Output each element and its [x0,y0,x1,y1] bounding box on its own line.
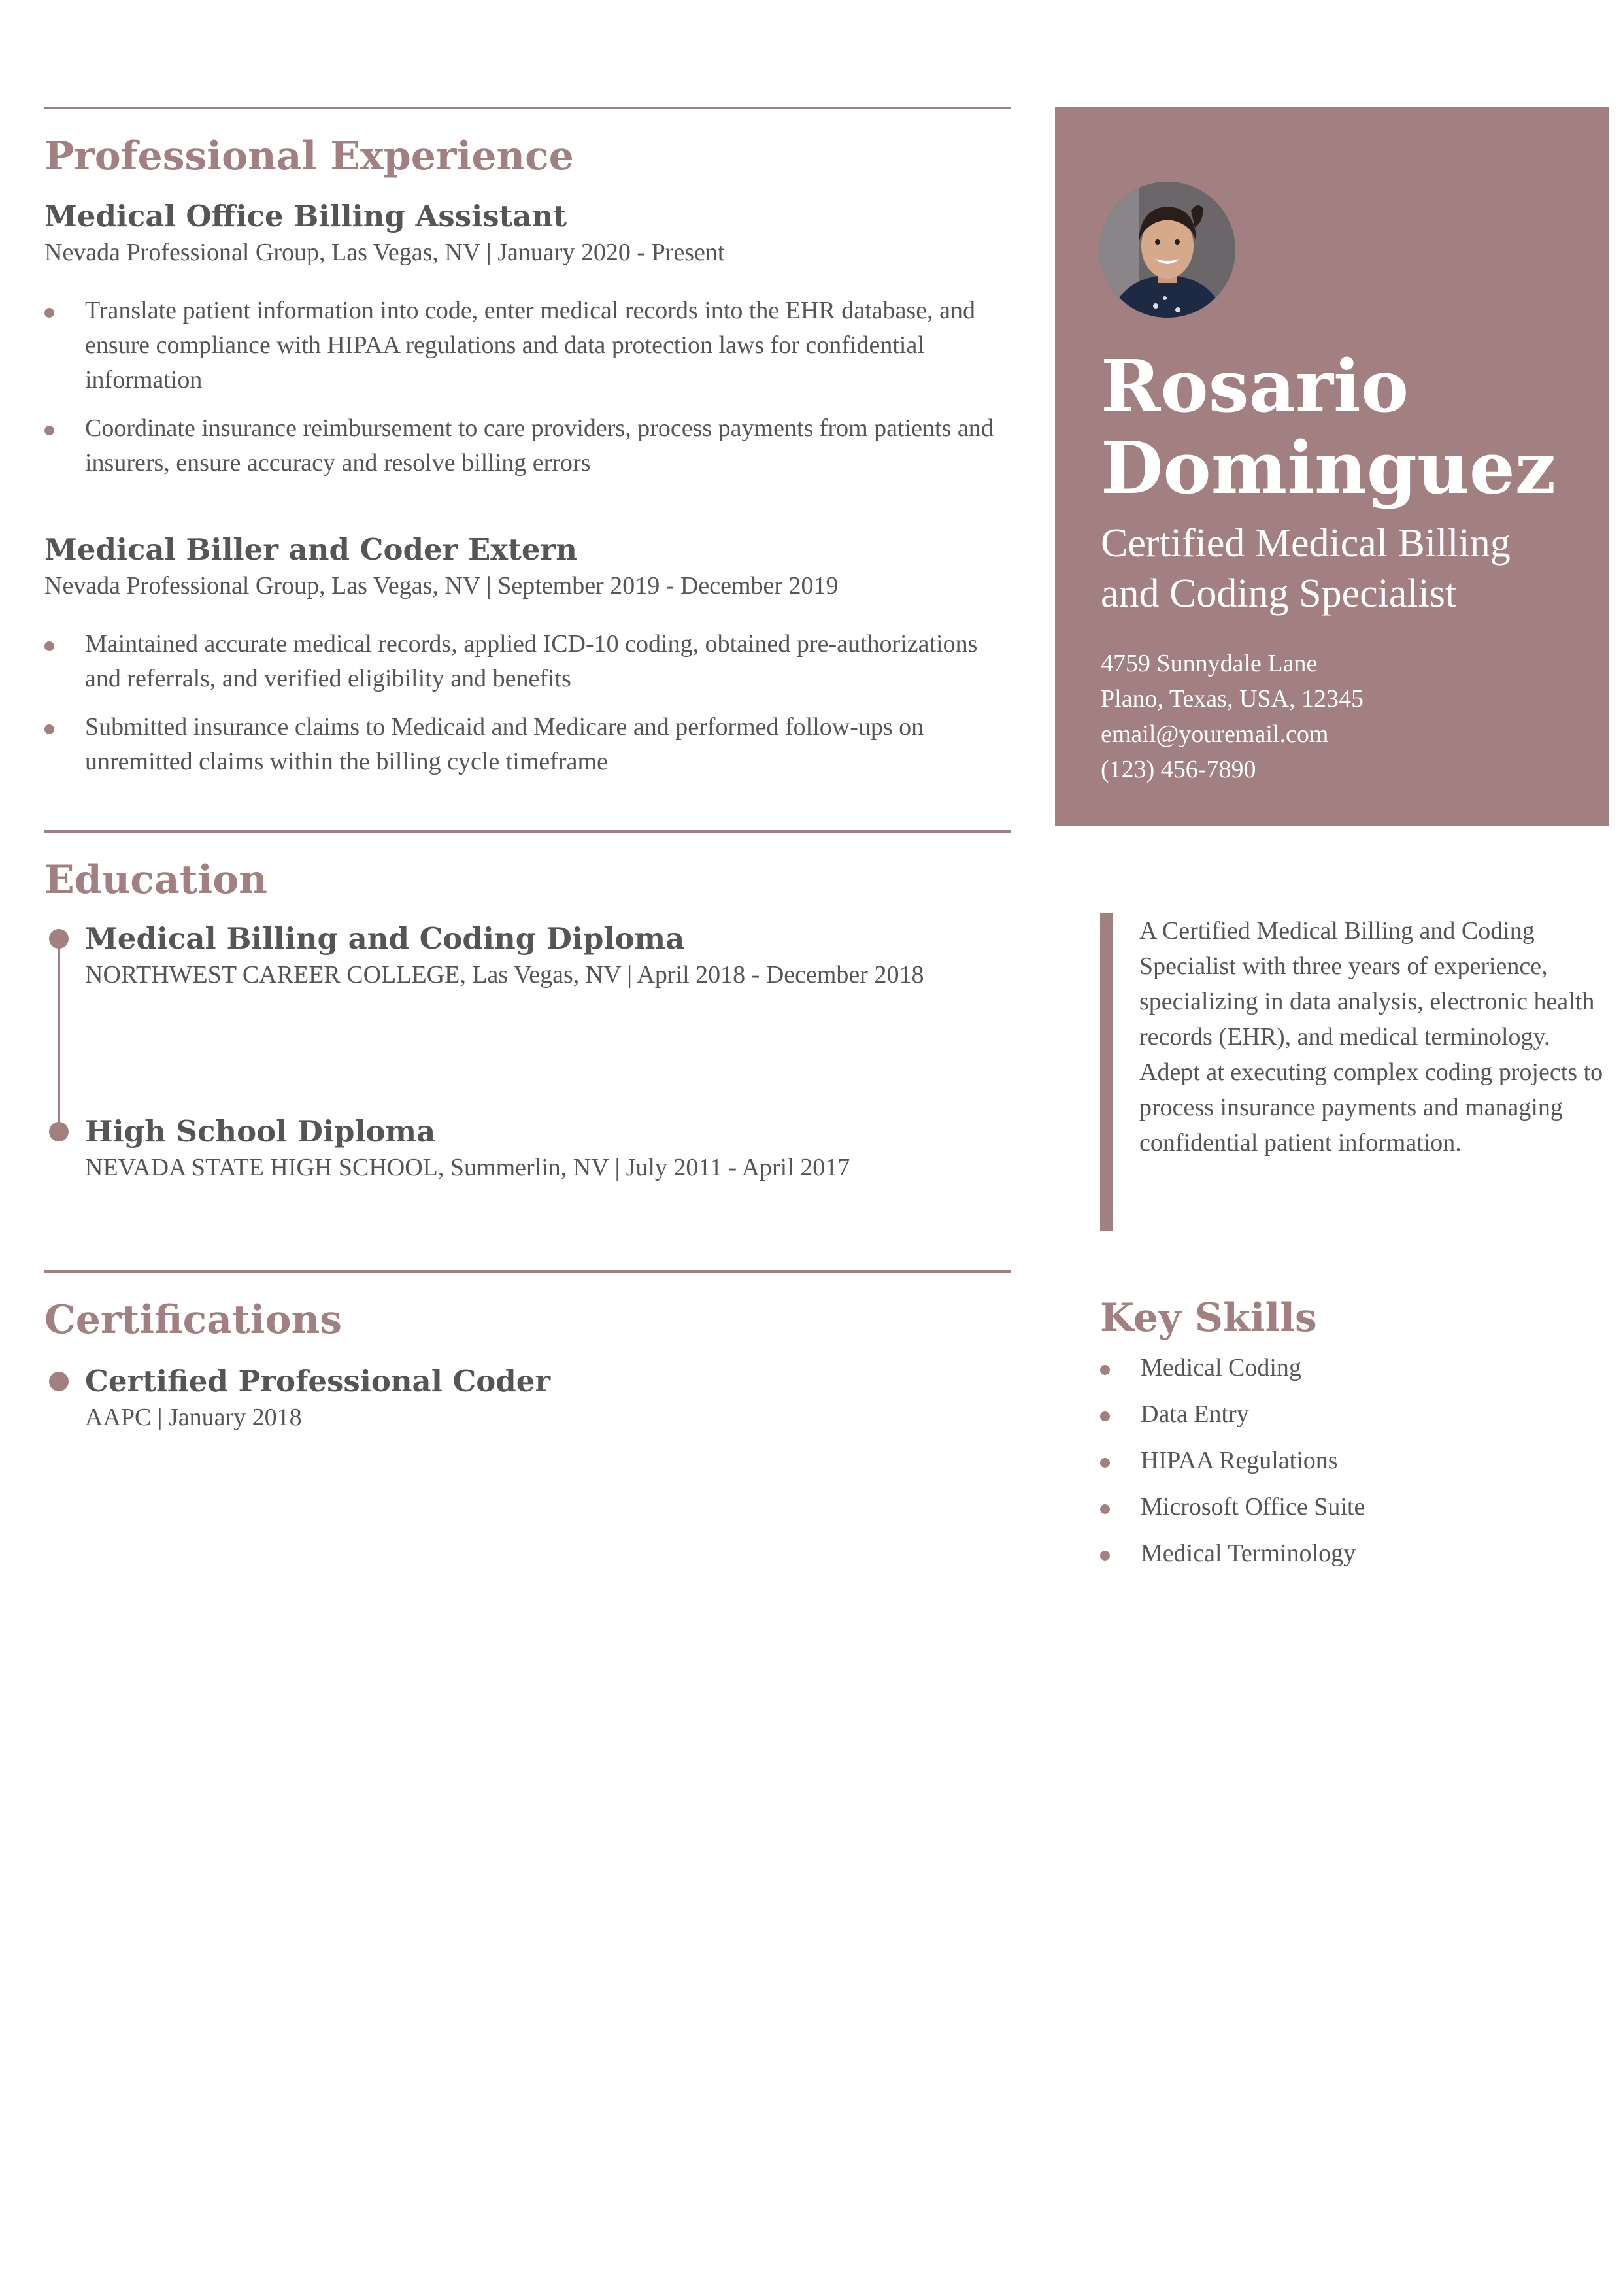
bullet-dot-icon [1100,1551,1110,1561]
main-column [44,107,1011,1435]
last-name: Dominguez [1101,426,1556,510]
job-bullet: Submitted insurance claims to Medicaid and Medicare and performed follow-ups on unremitted claims within the billing cycle timeframe [44,710,1011,779]
address-line: 4759 Sunnydale Lane [1101,650,1318,677]
skills-section [1100,1294,1584,1583]
education-section [44,830,1011,1182]
phone[interactable]: (123) 456-7890 [1101,756,1256,783]
education-heading: Education [44,857,267,903]
job-entry [44,532,1011,779]
header-panel [1055,107,1609,826]
job-bullet: Coordinate insurance reimbursement to care providers, process payments from patients and insurers, ensure accuracy and resolve billing errors [44,411,1011,481]
job-bullet: Maintained accurate medical records, applied ICD-10 coding, obtained pre-authorizations and referrals, and verified eligibility and benefits [44,627,1011,696]
bullet-dot-icon [44,308,54,318]
skills-heading: Key Skills [1100,1295,1317,1341]
job-meta: Nevada Professional Group, Las Vegas, NV | January 2020 - Present [44,239,725,266]
skill-item: Medical Terminology [1100,1536,1584,1571]
certification-meta: AAPC | January 2018 [85,1404,302,1431]
job-title: Medical Biller and Coder Extern [44,532,577,567]
bullet-dot-icon [1100,1458,1110,1468]
timeline-node-icon [49,1372,69,1391]
bullet-dot-icon [44,641,54,651]
skill-item: Medical Coding [1100,1351,1584,1385]
first-name: Rosario [1101,344,1409,428]
timeline-node-icon [49,1122,69,1141]
certifications-heading: Certifications [44,1297,343,1343]
certification-title: Certified Professional Coder [85,1364,551,1398]
education-title: Medical Billing and Coding Diploma [85,921,685,956]
education-meta: NORTHWEST CAREER COLLEGE, Las Vegas, NV | April 2018 - December 2018 [85,961,924,988]
job-bullets [44,294,1011,481]
education-title: High School Diploma [85,1114,436,1149]
certification-entry [85,1363,1011,1435]
avatar [1099,182,1235,318]
profile-photo-icon [1099,182,1235,318]
certifications-list [44,1363,1011,1435]
bullet-dot-icon [1100,1365,1110,1375]
full-name [1101,345,1598,509]
skill-item: Data Entry [1100,1397,1584,1432]
education-entry [85,1113,1011,1185]
bullet-dot-icon [1100,1411,1110,1421]
timeline-line [58,939,60,1126]
education-timeline [44,920,1011,1182]
certifications-section [44,1270,1011,1435]
bullet-dot-icon [44,426,54,435]
job-title: Medical Office Billing Assistant [44,199,567,233]
skill-item: Microsoft Office Suite [1100,1490,1584,1525]
job-bullets [44,627,1011,779]
job-meta: Nevada Professional Group, Las Vegas, NV | September 2019 - December 2019 [44,572,839,599]
contact-info [1101,646,1364,787]
job-bullet: Translate patient information into code, enter medical records into the EHR database, and ensure compliance with HIPAA regulations and data protection laws for confidential information [44,294,1011,397]
bullet-dot-icon [1100,1504,1110,1514]
experience-heading: Professional Experience [44,133,574,179]
job-role [1101,518,1598,619]
summary: A Certified Medical Billing and Coding Specialist with three years of experience, specializing in data analysis, electronic health records (EHR), and medical terminology. Adept at executing complex coding projects to process insurance payments and managing confidential patient information. [1100,913,1610,1231]
education-meta: NEVADA STATE HIGH SCHOOL, Summerlin, NV | July 2011 - April 2017 [85,1154,850,1181]
skill-item: HIPAA Regulations [1100,1443,1584,1478]
experience-section [44,107,1011,779]
bullet-dot-icon [44,724,54,734]
job-entry [44,198,1011,481]
role-line: and Coding Specialist [1101,571,1457,616]
address-line: Plano, Texas, USA, 12345 [1101,685,1364,713]
skills-list [1100,1351,1584,1571]
role-line: Certified Medical Billing [1101,521,1511,566]
timeline-node-icon [49,929,69,949]
education-entry [85,920,1011,992]
email[interactable]: email@youremail.com [1101,720,1329,748]
